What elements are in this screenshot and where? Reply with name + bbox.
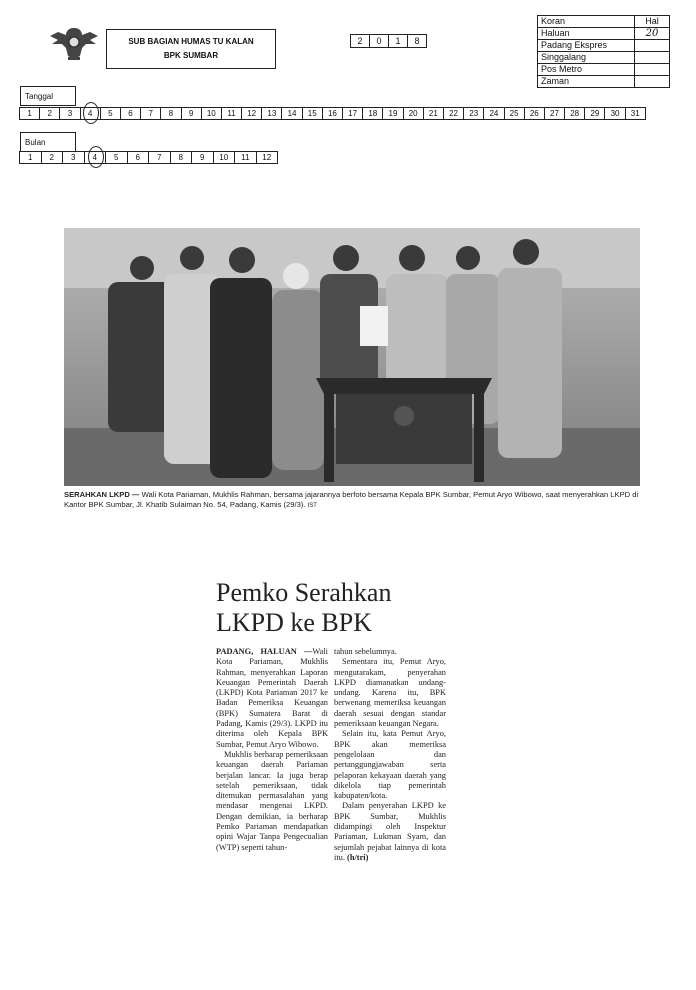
year-digit: 0 — [369, 34, 389, 48]
article-column-2 — [334, 647, 446, 863]
tanggal-cell: 12 — [241, 107, 262, 120]
tanggal-cell: 13 — [261, 107, 282, 120]
bulan-cell: 12 — [256, 151, 279, 164]
bulan-label: Bulan — [20, 132, 76, 152]
article-paragraph: Sementara itu, Pemut Aryo, mengutarakam, penyerahan LKPD diamanatkan undang-undang. Karena itu, BPK berwenang memeriksa keuangan daerah sesuai dengan standar pemeriksaan keuangan Negara. — [334, 657, 446, 729]
newspaper-table — [537, 15, 670, 88]
paragraph-text: Dalam penyerahan LKPD ke BPK Sumbar, Mukhlis didampingi oleh Inspektur Pariaman, Lukman Syam, dan sejumlah pejabat lainnya di kota itu. — [334, 801, 446, 862]
page-number — [635, 40, 670, 52]
hal-header: Hal — [635, 16, 670, 28]
bulan-row — [20, 151, 278, 164]
tanggal-cell: 6 — [120, 107, 141, 120]
newspaper-name: Singgalang — [538, 52, 635, 64]
tanggal-cell: 11 — [221, 107, 242, 120]
year-box — [351, 34, 427, 48]
tanggal-cell: 10 — [201, 107, 222, 120]
unit-subtitle: BPK SUMBAR — [163, 51, 219, 60]
tanggal-cell: 20 — [403, 107, 424, 120]
photo-caption — [64, 490, 644, 511]
tanggal-cell: 24 — [483, 107, 504, 120]
page-number — [635, 52, 670, 64]
tanggal-cell: 9 — [181, 107, 202, 120]
tanggal-cell: 8 — [160, 107, 181, 120]
article-headline — [216, 578, 516, 638]
tanggal-cell: 25 — [504, 107, 525, 120]
selection-circle-mark — [83, 102, 99, 124]
tanggal-cell: 31 — [625, 107, 646, 120]
photo-credit: IST — [307, 503, 317, 509]
tanggal-row — [20, 107, 646, 120]
tanggal-cell: 2 — [39, 107, 60, 120]
unit-title: SUB BAGIAN HUMAS TU KALAN — [128, 37, 254, 46]
year-digit: 1 — [388, 34, 408, 48]
tanggal-cell: 29 — [584, 107, 605, 120]
dateline: PADANG, HALUAN — — [216, 647, 313, 656]
tanggal-cell: 30 — [604, 107, 625, 120]
tanggal-cell: 17 — [342, 107, 363, 120]
newspaper-name: Zaman — [538, 76, 635, 88]
tanggal-cell: 22 — [443, 107, 464, 120]
page-number — [635, 76, 670, 88]
bulan-cell: 3 — [62, 151, 85, 164]
tanggal-cell: 19 — [382, 107, 403, 120]
tanggal-cell: 5 — [100, 107, 121, 120]
bulan-cell: 9 — [191, 151, 214, 164]
newspaper-name: Haluan — [538, 28, 635, 40]
garuda-emblem-icon — [48, 22, 100, 62]
year-digit: 2 — [350, 34, 370, 48]
tanggal-cell: 3 — [59, 107, 80, 120]
caption-lead: SERAHKAN LKPD — — [64, 490, 140, 499]
tanggal-cell: 4 — [80, 107, 101, 120]
tanggal-cell: 14 — [281, 107, 302, 120]
news-photo — [64, 228, 640, 486]
bulan-cell: 8 — [170, 151, 193, 164]
tanggal-cell: 1 — [19, 107, 40, 120]
caption-text: Wali Kota Pariaman, Mukhlis Rahman, bersama jajarannya berfoto bersama Kepala BPK Sumbar, Pemut Aryo Wibowo, saat menyerahkan LKPD di Kantor BPK Sumbar, Jl. Khatib Sulaiman No. 54, Padang, Kamis (29/3). — [64, 490, 639, 509]
signoff: (h/tri) — [347, 852, 369, 862]
bulan-cell: 1 — [19, 151, 42, 164]
bulan-cell: 11 — [234, 151, 257, 164]
page-number — [635, 64, 670, 76]
bulan-cell: 2 — [41, 151, 64, 164]
tanggal-cell: 27 — [544, 107, 565, 120]
koran-header: Koran — [538, 16, 635, 28]
year-digit: 8 — [407, 34, 427, 48]
bulan-cell: 10 — [213, 151, 236, 164]
bulan-cell: 6 — [127, 151, 150, 164]
bulan-cell: 5 — [105, 151, 128, 164]
article-paragraph — [334, 801, 446, 863]
tanggal-cell: 21 — [423, 107, 444, 120]
newspaper-name: Padang Ekspres — [538, 40, 635, 52]
bulan-cell: 7 — [148, 151, 171, 164]
article-paragraph: Mukhlis berharap pemeriksaan keuangan daerah Pariaman berjalan lancar. Ia juga berap setelah pemeriksaan, tidak ditemukan permasalahan yang mendasar mengenai LKPD. Dengan demikian, ia berharap Pemko Pariaman mendapatkan opini Wajar Tanpa Pengecualian (WTP) seperti tahun- — [216, 749, 328, 852]
tanggal-cell: 7 — [140, 107, 161, 120]
tanggal-cell: 16 — [322, 107, 343, 120]
paragraph-text: Wali Kota Pariaman, Mukhlis Rahman, menyerahkan Laporan Keuangan Pemerintah Daerah (LKPD) Kota Pariaman 2017 ke Badan Pemeriksa Keuangan (BPK) Sumatera Barat di Padang, Kamis (29/3). LKPD itu diterima oleh Kepala BPK Sumbar, Pemut Aryo Wibowo. — [216, 647, 328, 749]
bulan-cell: 4 — [84, 151, 107, 164]
tanggal-cell: 28 — [564, 107, 585, 120]
selection-circle-mark — [88, 146, 104, 168]
unit-box — [106, 29, 276, 69]
article-column-1 — [216, 647, 328, 853]
tanggal-label: Tanggal — [20, 86, 76, 106]
headline-line: LKPD ke BPK — [216, 608, 373, 637]
tanggal-cell: 18 — [362, 107, 383, 120]
headline-line: Pemko Serahkan — [216, 578, 392, 607]
tanggal-cell: 23 — [463, 107, 484, 120]
tanggal-cell: 26 — [524, 107, 545, 120]
article-paragraph: tahun sebelumnya. — [334, 647, 397, 656]
newspaper-name: Pos Metro — [538, 64, 635, 76]
article-paragraph: Selain itu, kata Pemut Aryo, BPK akan memeriksa pengelolaan dan pertanggungjawaban serta pelaporan kekayaan daerah yang dikelola tiap pemerintah kabupaten/kota. — [334, 729, 446, 801]
page-number: 20 — [635, 28, 670, 40]
tanggal-cell: 15 — [302, 107, 323, 120]
article-paragraph — [216, 647, 328, 750]
